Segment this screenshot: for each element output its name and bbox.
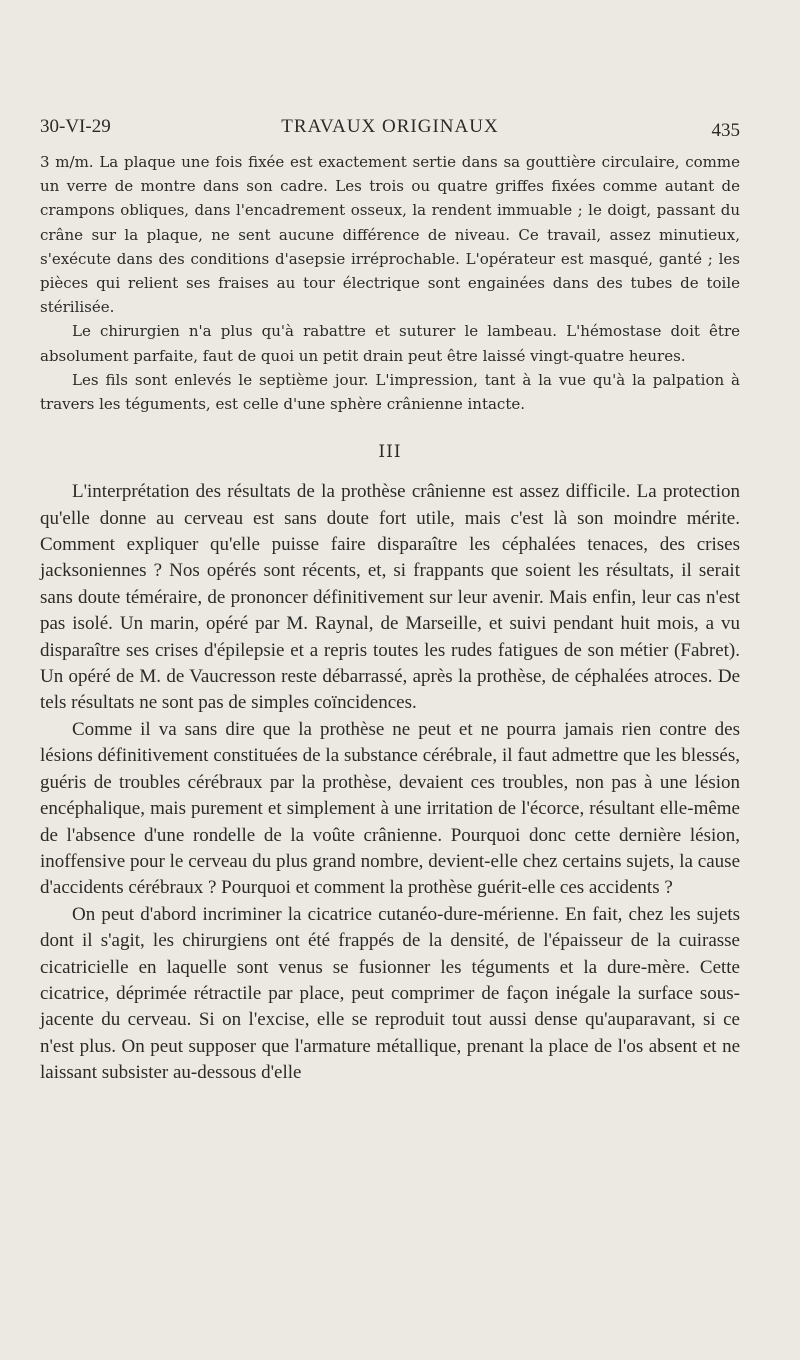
page-number: 435: [711, 120, 740, 141]
paragraph: 3 m/m. La plaque une fois fixée est exactement sertie dans sa gouttière circulaire, comme un verre de montre dans son cadre. Les trois ou quatre griffes fixées comme autant de crampons obliques, dans l'encadrement osseux, la rendent immuable ; le doigt, passant du crâne sur la plaque, ne sent aucune différence de niveau. Ce travail, assez minutieux, s'exécute dans des conditions d'asepsie irréprochable. L'opérateur est masqué, ganté ; les pièces qui relient ses fraises au tour électrique sont engainées dans des tubes de toile stérilisée.: [40, 153, 740, 317]
header-date: 30-VI-29: [40, 116, 111, 137]
paragraph: Le chirurgien n'a plus qu'à rabattre et suturer le lambeau. L'hémostase doit être absolument parfaite, faut de quoi un petit drain peut être laissé vingt-quatre heures.: [40, 322, 740, 365]
body-text: [40, 150, 740, 1087]
paragraph: L'interprétation des résultats de la prothèse crânienne est assez difficile. La protection qu'elle donne au cerveau est sans doute fort utile, mais c'est là son moindre mérite. Comment expliquer qu'elle puisse faire disparaître les céphalées tenaces, des crises jacksoniennes ? Nos opérés sont récents, et, si frappants que soient les résultats, il serait sans doute téméraire, de prononcer définitivement sur leur avenir. Mais enfin, leur cas n'est pas isolé. Un marin, opéré par M. Raynal, de Marseille, et suivi pendant huit mois, a vu disparaître ses crises d'épilepsie et a repris toutes les rudes fatigues de son métier (Fabret). Un opéré de M. de Vaucresson reste débarrassé, après la prothèse, de céphalées atroces. De tels résultats ne sont pas de simples coïncidences.: [40, 481, 740, 714]
running-head: [40, 116, 740, 146]
paragraph: On peut d'abord incriminer la cicatrice cutanéo-dure-mérienne. En fait, chez les sujets dont il s'agit, les chirurgiens ont été frappés de la densité, de l'épaisseur de la cuirasse cicatricielle en laquelle sont venus se fusionner les téguments et la dure-mère. Cette cicatrice, déprimée rétractile par place, peut comprimer de façon inégale la surface sous-jacente du cerveau. Si on l'excise, elle se reproduit tout aussi dense qu'auparavant, si ce n'est plus. On peut supposer que l'armature métallique, prenant la place de l'os absent et ne laissant subsister au-dessous d'elle: [40, 903, 740, 1084]
paragraph: Comme il va sans dire que la prothèse ne peut et ne pourra jamais rien contre des lésions définitivement constituées de la substance cérébrale, il faut admettre que les blessés, guéris de troubles cérébraux par la prothèse, devaient ces troubles, non pas à une lésion encéphalique, mais purement et simplement à une irritation de l'écorce, résultant elle-même de l'absence d'une rondelle de la voûte crânienne. Pourquoi donc cette dernière lésion, inoffensive pour le cerveau du plus grand nombre, devient-elle chez certains sujets, la cause d'accidents cérébraux ? Pourquoi et comment la prothèse guérit-elle ces accidents ?: [40, 718, 740, 899]
header-title: TRAVAUX ORIGINAUX: [281, 116, 499, 137]
section-heading: III: [378, 442, 402, 463]
paragraph: Les fils sont enlevés le septième jour. L'impression, tant à la vue qu'à la palpation à travers les téguments, est celle d'une sphère crânienne intacte.: [40, 370, 740, 414]
